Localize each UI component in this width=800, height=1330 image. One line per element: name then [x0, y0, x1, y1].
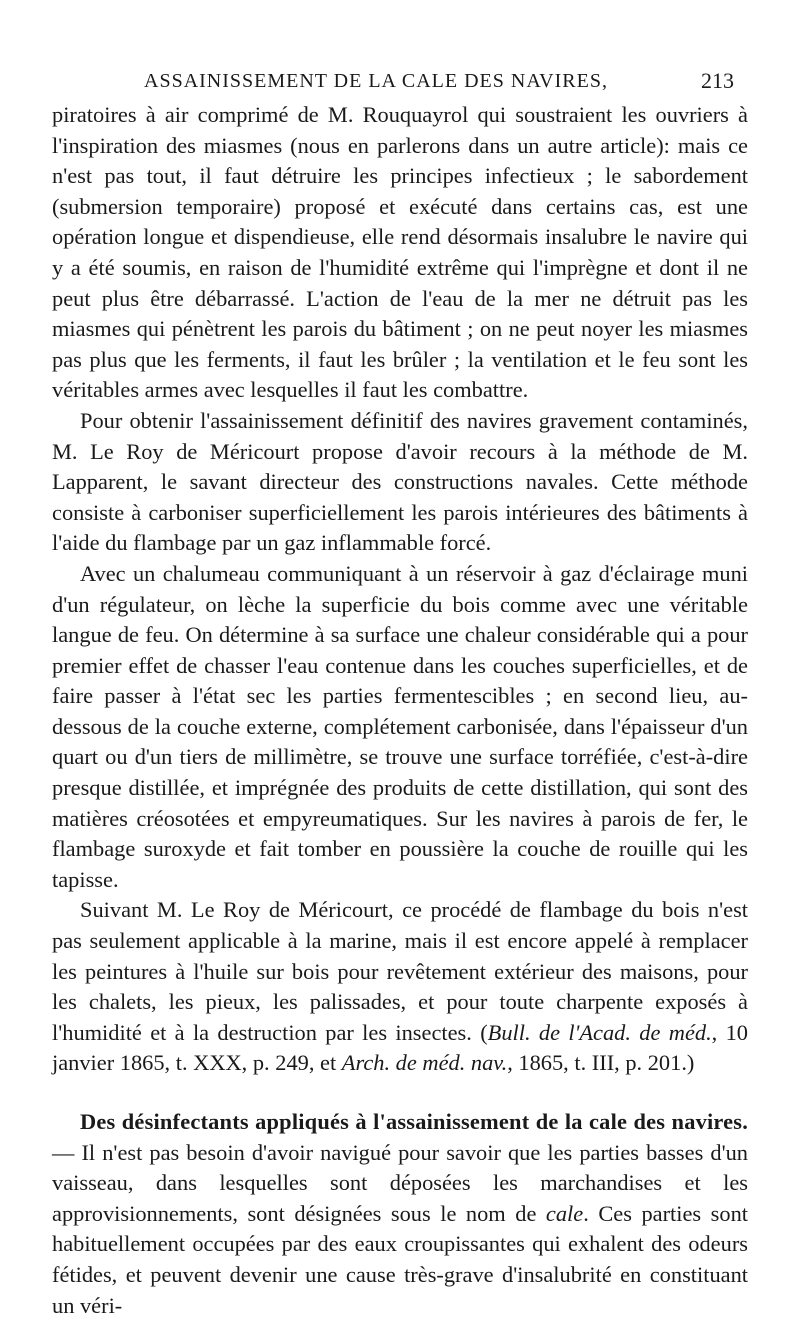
reference-details-bull: , 10 janvier 1865, t. XXX, p. 249, et [52, 1019, 748, 1076]
running-header [52, 62, 748, 100]
page-number: 213 [701, 68, 734, 93]
section-heading: Des désinfectants appliqués à l'assainissement de la cale des navires. [80, 1109, 748, 1134]
paragraph-chalumeau: Avec un chalumeau communiquant à un réservoir à gaz d'éclairage muni d'un régulateur, on lèche la superficie du bois comme avec une véritable langue de feu. On détermine à sa surface une chaleur considérable qui a pour premier effet de chasser l'eau contenue dans les couches superficielles, et de faire passer à l'état sec les parties fermentescibles ; en second lieu, au-dessous de la couche externe, complétement carbonisée, dans l'épaisseur d'un quart ou d'un tiers de millimètre, se trouve une surface torréfiée, c'est-à-dire presque distillée, et imprégnée des produits de cette distillation, qui sont des matières créosotées et empyreumatiques. Sur les navires à parois de fer, le flambage suroxyde et fait tomber en poussière la couche de rouille qui les tapisse. [52, 560, 748, 892]
running-title: ASSAINISSEMENT DE LA CALE DES NAVIRES, [144, 70, 608, 92]
paragraph-continued: piratoires à air comprimé de M. Rouquayrol qui soustraient les ouvriers à l'inspiration des miasmes (nous en parlerons dans un autre article): mais ce n'est pas tout, il faut détruire les principes infectieux ; le sabordement (submersion temporaire) proposé et exécuté dans certains cas, est une opération longue et dispendieuse, elle rend désormais insalubre le navire qui y a été soumis, en raison de l'humidité extrême qui l'imprègne et dont il ne peut plus être débarrassé. L'action de l'eau de la mer ne détruit pas les miasmes qui pénètrent les parois du bâtiment ; on ne peut noyer les miasmes pas plus que les ferments, il faut les brûler ; la ventilation et le feu sont les véritables armes avec lesquelles il faut les combattre. [52, 102, 748, 403]
paragraph-flambage-application [52, 895, 748, 1079]
paragraph-text: — Il n'est pas besoin d'avoir navigué pour savoir que les parties basses d'un vaisseau, dans lesquelles sont déposées les marchandises et les approvisionnements, sont désignées sous le nom de [52, 1139, 748, 1226]
term-cale: cale [545, 1200, 584, 1226]
reference-journal-arch: Arch. de méd. nav. [341, 1050, 508, 1076]
paragraph-lapparent-method: Pour obtenir l'assainissement définitif des navires gravement contaminés, M. Le Roy de Méricourt propose d'avoir recours à la méthode de M. Lapparent, le savant directeur des constructions navales. Cette méthode consiste à carboniser superficiellement les parois intérieures des bâtiments à l'aide du flambage par un gaz inflammable forcé. [52, 407, 748, 556]
paragraph-desinfectants [52, 1107, 748, 1321]
paragraph-text: Suivant M. Le Roy de Méricourt, ce procédé de flambage du bois n'est pas seulement applicable à la marine, mais il est encore appelé à remplacer les peintures à l'huile sur bois pour revêtement extérieur des maisons, pour les chalets, les pieux, les palissades, et pour toute charpente exposés à l'humidité et à la destruction par les insectes. ( [52, 897, 748, 1045]
reference-journal-bull: Bull. de l'Acad. de méd. [487, 1019, 712, 1045]
reference-details-arch: , 1865, t. III, p. 201.) [507, 1050, 695, 1076]
section-spacer [52, 1079, 748, 1107]
paragraph-text: . Ces parties sont habituellement occupées par des eaux croupissantes qui exhalent des odeurs fétides, et peuvent devenir une cause très-grave d'insalubrité en constituant un véri- [52, 1200, 748, 1318]
body-text [52, 100, 748, 1321]
document-page [52, 62, 748, 1321]
